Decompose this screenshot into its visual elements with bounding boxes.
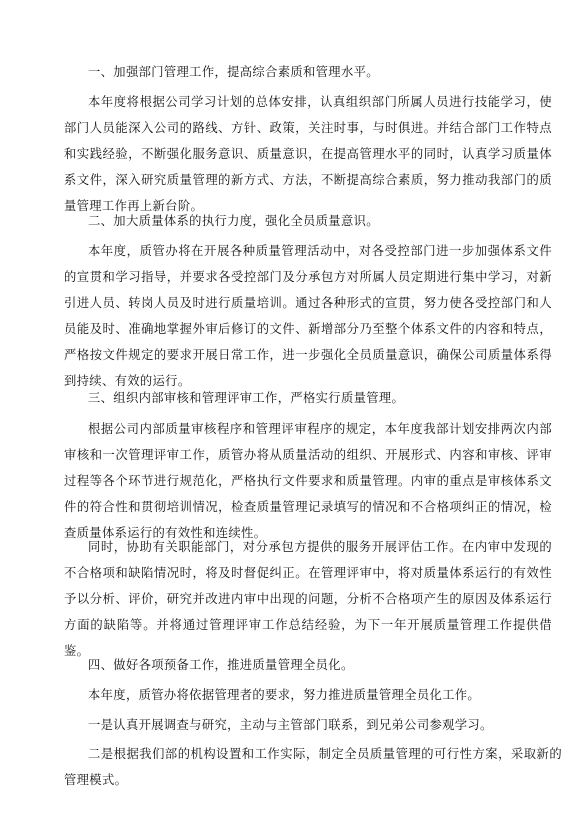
body-paragraph-2: 本年度，质管办将在开展各种质量管理活动中，对各受控部门进一步加强体系文件的宣贯和学习指导，并要求各受控部门及分承包方对所属人员定期进行集中学习，对新引进人员、转岗人员及时进行质量培训。通过各种形式的宣贯，努力使各受控部门和人员能及时、准确地掌握外审后修订的文件、新增部分乃至整个体系文件的内容和特点，严格按文件规定的要求开展日常工作，进一步强化全员质量意识，确保公司质量体系得到持续、有效的运行。 xyxy=(64,244,552,388)
section-heading-1: 一、加强部门管理工作，提高综合素质和管理水平。 xyxy=(88,65,379,79)
section-heading-3: 三、组织内部审核和管理评审工作，严格实行质量管理。 xyxy=(88,391,405,405)
body-paragraph-5: 本年度，质管办将依据管理者的要求，努力推进质量管理全员化工作。 xyxy=(88,688,481,702)
section-heading-4: 四、做好各项预备工作，推进质量管理全员化。 xyxy=(88,658,354,672)
body-paragraph-1: 本年度将根据公司学习计划的总体安排，认真组织部门所属人员进行技能学习，使部门人员能深入公司的路线、方针、政策，关注时事，与时俱进。并结合部门工作特点和实践经验，不断强化服务意识、质量意识，在提高管理水平的同时，认真学习质量体系文件，深入研究质量管理的新方式、方法，不断提高综合素质，努力推动我部门的质量管理工作再上新台阶。 xyxy=(64,95,552,213)
section-heading-2: 二、加大质量体系的执行力度，强化全员质量意识。 xyxy=(88,214,379,228)
list-item-1: 一是认真开展调查与研究，主动与主管部门联系，到兄弟公司参观学习。 xyxy=(88,718,493,732)
body-paragraph-4: 同时，协助有关职能部门，对分承包方提供的服务开展评估工作。在内审中发现的不合格项和缺陷情况时，将及时督促纠正。在管理评审中，将对质量体系运行的有效性予以分析、评价，研究并改进内审中出现的问题，分析不合格项产生的原因及体系运行方面的缺陷等。并将通过管理评审工作总结经验，为下一年开展质量管理工作提供借鉴。 xyxy=(64,540,552,658)
body-paragraph-3: 根据公司内部质量审核程序和管理评审程序的规定，本年度我部计划安排两次内部审核和一次管理评审工作，质管办将从质量活动的组织、开展形式、内容和审核、评审过程等各个环节进行规范化，严格执行文件要求和质量管理。内审的重点是审核体系文件的符合性和贯彻培训情况，检查质量管理记录填写的情况和不合格项纠正的情况，检查质量体系运行的有效性和连续性。 xyxy=(64,422,552,540)
list-item-2: 二是根据我们部的机构设置和工作实际，制定全员质量管理的可行性方案，采取新的管理模式。 xyxy=(64,747,562,787)
